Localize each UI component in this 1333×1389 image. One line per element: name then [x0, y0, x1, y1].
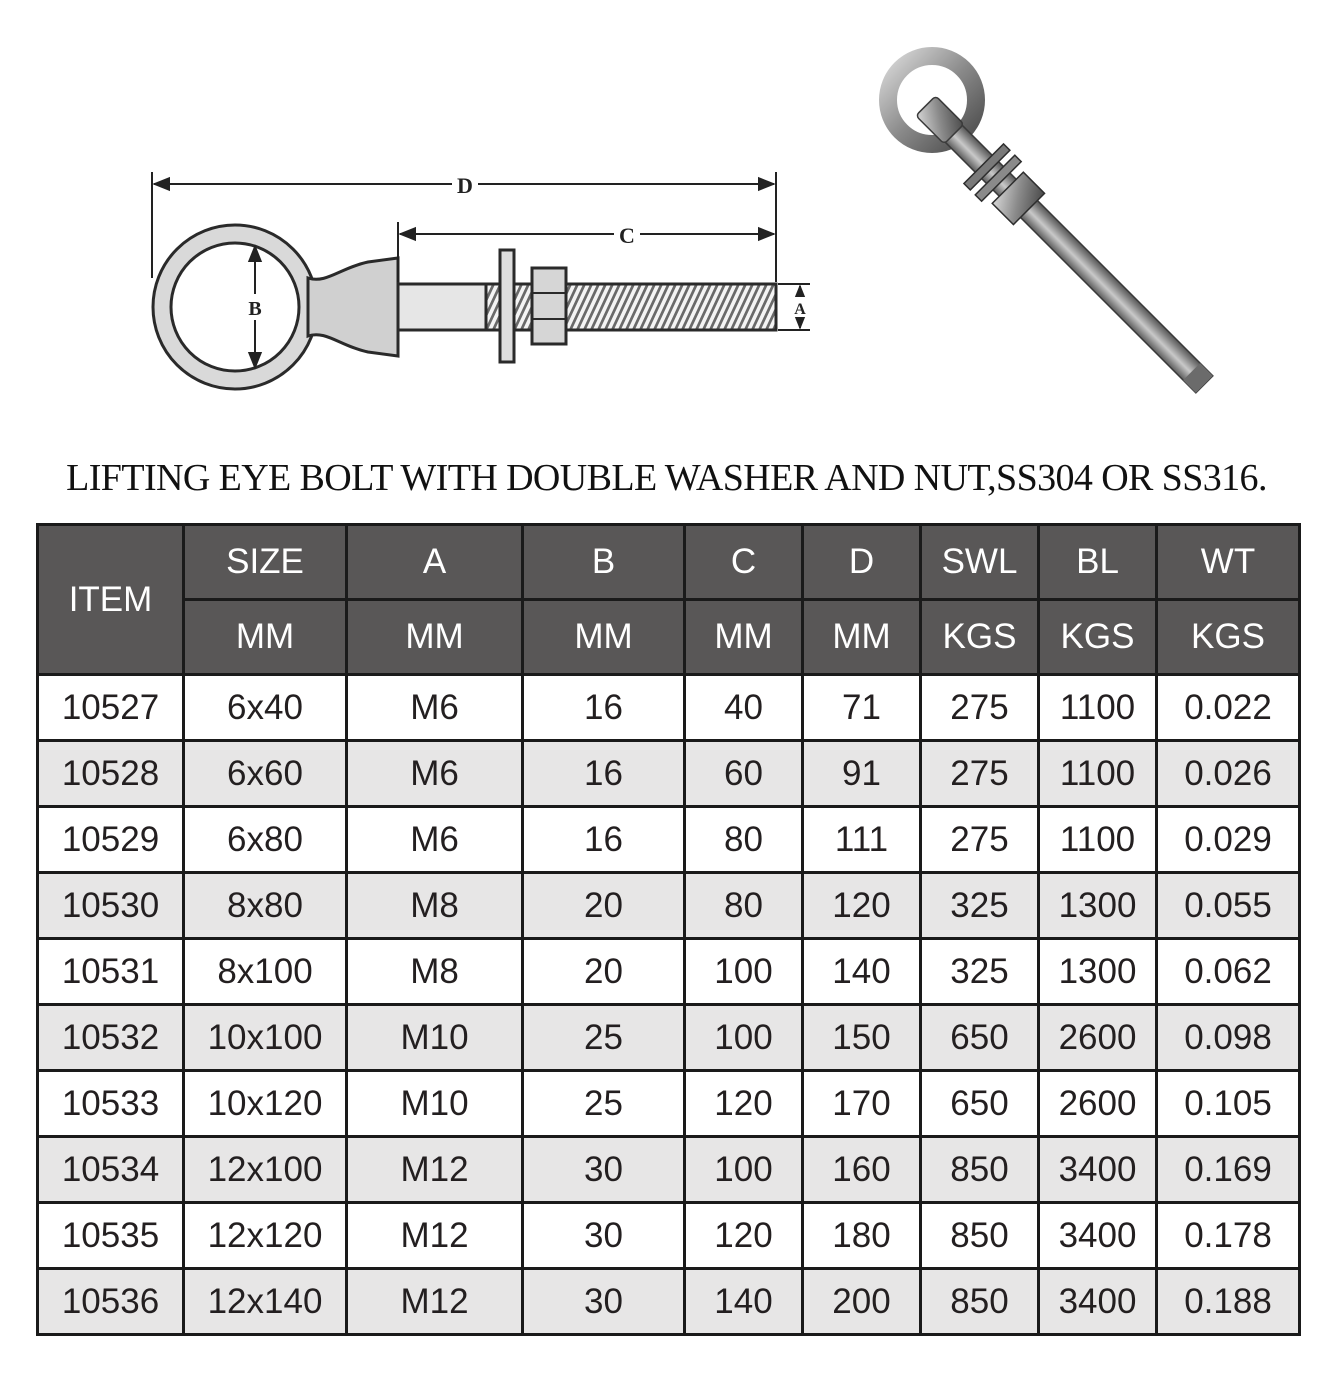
cell-bl: 3400 — [1039, 1269, 1157, 1335]
cell-swl: 850 — [921, 1269, 1039, 1335]
cell-size: 10x120 — [184, 1071, 347, 1137]
cell-d: 180 — [803, 1203, 921, 1269]
cell-swl: 650 — [921, 1005, 1039, 1071]
cell-item: 10529 — [38, 807, 184, 873]
cell-wt: 0.188 — [1157, 1269, 1300, 1335]
cell-item: 10528 — [38, 741, 184, 807]
table-row — [38, 873, 1300, 939]
table-row — [38, 675, 1300, 741]
cell-b: 16 — [523, 741, 685, 807]
cell-swl: 275 — [921, 807, 1039, 873]
cell-c: 100 — [685, 1137, 803, 1203]
cell-item: 10527 — [38, 675, 184, 741]
cell-d: 91 — [803, 741, 921, 807]
header-a: A — [347, 525, 523, 600]
spec-table-header — [38, 525, 1300, 675]
cell-d: 150 — [803, 1005, 921, 1071]
cell-a: M10 — [347, 1071, 523, 1137]
cell-item: 10531 — [38, 939, 184, 1005]
header-d: D — [803, 525, 921, 600]
cell-wt: 0.026 — [1157, 741, 1300, 807]
cell-bl: 2600 — [1039, 1005, 1157, 1071]
table-row — [38, 807, 1300, 873]
cell-a: M8 — [347, 873, 523, 939]
cell-wt: 0.022 — [1157, 675, 1300, 741]
eye-bolt-photo — [860, 30, 1300, 410]
cell-d: 111 — [803, 807, 921, 873]
spec-table — [36, 523, 1301, 1336]
cell-c: 80 — [685, 873, 803, 939]
cell-wt: 0.062 — [1157, 939, 1300, 1005]
cell-item: 10532 — [38, 1005, 184, 1071]
dimension-d-label: D — [457, 173, 473, 198]
eye-ring — [153, 225, 317, 389]
header-c: C — [685, 525, 803, 600]
header-bl: BL — [1039, 525, 1157, 600]
cell-c: 120 — [685, 1203, 803, 1269]
cell-swl: 850 — [921, 1203, 1039, 1269]
cell-a: M12 — [347, 1203, 523, 1269]
unit-swl: KGS — [921, 600, 1039, 675]
cell-bl: 1300 — [1039, 939, 1157, 1005]
unit-bl: KGS — [1039, 600, 1157, 675]
cell-b: 16 — [523, 675, 685, 741]
cell-wt: 0.029 — [1157, 807, 1300, 873]
cell-a: M12 — [347, 1269, 523, 1335]
header-size: SIZE — [184, 525, 347, 600]
cell-swl: 275 — [921, 675, 1039, 741]
cell-d: 200 — [803, 1269, 921, 1335]
cell-item: 10536 — [38, 1269, 184, 1335]
cell-size: 12x140 — [184, 1269, 347, 1335]
cell-item: 10533 — [38, 1071, 184, 1137]
cell-wt: 0.105 — [1157, 1071, 1300, 1137]
cell-c: 100 — [685, 939, 803, 1005]
cell-bl: 1300 — [1039, 873, 1157, 939]
cell-b: 30 — [523, 1137, 685, 1203]
cell-a: M10 — [347, 1005, 523, 1071]
cell-d: 140 — [803, 939, 921, 1005]
cell-swl: 325 — [921, 939, 1039, 1005]
cell-wt: 0.098 — [1157, 1005, 1300, 1071]
cell-a: M6 — [347, 807, 523, 873]
cell-a: M8 — [347, 939, 523, 1005]
bolt-shank — [398, 284, 486, 330]
cell-size: 8x100 — [184, 939, 347, 1005]
table-row — [38, 1005, 1300, 1071]
cell-bl: 3400 — [1039, 1203, 1157, 1269]
cell-d: 120 — [803, 873, 921, 939]
cell-size: 10x100 — [184, 1005, 347, 1071]
cell-b: 30 — [523, 1203, 685, 1269]
unit-size: MM — [184, 600, 347, 675]
dimension-b-label: B — [248, 298, 262, 320]
table-row — [38, 1137, 1300, 1203]
cell-size: 8x80 — [184, 873, 347, 939]
dimension-a-label: A — [794, 301, 806, 318]
nut — [532, 268, 566, 344]
cell-b: 16 — [523, 807, 685, 873]
cell-size: 12x100 — [184, 1137, 347, 1203]
table-row — [38, 1071, 1300, 1137]
header-item: ITEM — [38, 525, 184, 675]
cell-bl: 1100 — [1039, 807, 1157, 873]
cell-size: 6x60 — [184, 741, 347, 807]
cell-c: 60 — [685, 741, 803, 807]
header-b: B — [523, 525, 685, 600]
cell-wt: 0.169 — [1157, 1137, 1300, 1203]
spec-table-body — [38, 675, 1300, 1335]
cell-b: 25 — [523, 1071, 685, 1137]
cell-size: 12x120 — [184, 1203, 347, 1269]
cell-d: 170 — [803, 1071, 921, 1137]
header-swl: SWL — [921, 525, 1039, 600]
cell-c: 120 — [685, 1071, 803, 1137]
unit-b: MM — [523, 600, 685, 675]
cell-swl: 325 — [921, 873, 1039, 939]
cell-c: 100 — [685, 1005, 803, 1071]
cell-bl: 2600 — [1039, 1071, 1157, 1137]
eye-neck — [308, 258, 398, 356]
cell-b: 30 — [523, 1269, 685, 1335]
table-row — [38, 939, 1300, 1005]
table-row — [38, 741, 1300, 807]
cell-b: 20 — [523, 939, 685, 1005]
cell-bl: 1100 — [1039, 741, 1157, 807]
product-title: LIFTING EYE BOLT WITH DOUBLE WASHER AND NUT,SS304 OR SS316. — [66, 457, 1267, 499]
table-row — [38, 1203, 1300, 1269]
cell-size: 6x80 — [184, 807, 347, 873]
cell-swl: 850 — [921, 1137, 1039, 1203]
header-wt: WT — [1157, 525, 1300, 600]
cell-c: 140 — [685, 1269, 803, 1335]
cell-wt: 0.055 — [1157, 873, 1300, 939]
cell-item: 10534 — [38, 1137, 184, 1203]
bolt-thread — [486, 284, 776, 330]
dimension-c-label: C — [619, 223, 635, 248]
cell-item: 10530 — [38, 873, 184, 939]
washer — [500, 250, 514, 362]
cell-d: 160 — [803, 1137, 921, 1203]
unit-c: MM — [685, 600, 803, 675]
unit-a: MM — [347, 600, 523, 675]
cell-a: M12 — [347, 1137, 523, 1203]
cell-c: 40 — [685, 675, 803, 741]
cell-size: 6x40 — [184, 675, 347, 741]
unit-d: MM — [803, 600, 921, 675]
photo-bolt-rod — [920, 100, 1213, 393]
cell-item: 10535 — [38, 1203, 184, 1269]
table-row — [38, 1269, 1300, 1335]
cell-swl: 650 — [921, 1071, 1039, 1137]
cell-d: 71 — [803, 675, 921, 741]
eye-bolt-diagram — [130, 160, 830, 430]
cell-a: M6 — [347, 741, 523, 807]
cell-c: 80 — [685, 807, 803, 873]
cell-a: M6 — [347, 675, 523, 741]
cell-wt: 0.178 — [1157, 1203, 1300, 1269]
cell-bl: 1100 — [1039, 675, 1157, 741]
cell-swl: 275 — [921, 741, 1039, 807]
cell-b: 25 — [523, 1005, 685, 1071]
cell-b: 20 — [523, 873, 685, 939]
unit-wt: KGS — [1157, 600, 1300, 675]
cell-bl: 3400 — [1039, 1137, 1157, 1203]
